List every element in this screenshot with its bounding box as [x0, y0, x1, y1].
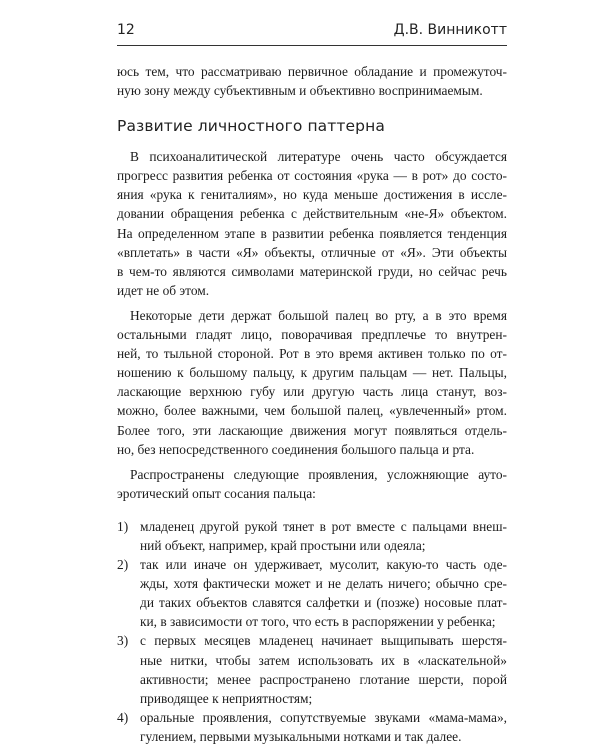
list-marker: 3)	[117, 633, 129, 649]
text-line: Некоторые дети держат большой палец во рту, а в это время	[130, 307, 507, 323]
text-line: ней, то тыльной стороной. Рот в это время активен только по от-	[117, 346, 507, 362]
text-line: активности; менее распространено глотание шерсти, порой	[140, 671, 507, 687]
text-line: Распространены следующие проявления, усложняющие ауто-	[130, 466, 507, 482]
text-line: Более того, эти ласкающие движения могут появляться отдель-	[117, 422, 507, 438]
page-number: 12	[117, 22, 135, 38]
text-line: довании обращения ребенка с действительным «не-Я» объектом.	[117, 206, 507, 222]
text-line: в чем-то являются символами материнской груди, но сейчас речь	[117, 263, 507, 279]
text-line: с первых месяцев младенец начинает выщипывать шерстя-	[140, 633, 507, 649]
text-line: ношению к большому пальцу, к другим пальцам — нет. Пальцы,	[117, 365, 507, 381]
list-marker: 2)	[117, 557, 129, 573]
text-line: так или иначе он удерживает, мусолит, какую-то часть оде-	[140, 557, 507, 573]
text-line: гулением, первыми музыкальными нотками и так далее.	[140, 728, 462, 744]
text-line: ки, в зависимости от того, что есть в распоряжении у ребенка;	[140, 614, 496, 630]
numbered-list	[117, 517, 507, 746]
text-line: прогресс развития ребенка от состояния «рука — в рот» до состо-	[117, 168, 507, 184]
text-line: но, без непосредственного соединения большого пальца и рта.	[117, 441, 475, 457]
text-line: приводящее к неприятностям;	[140, 690, 313, 706]
text-line: ласкающие верхнюю губу или другую часть лица станут, воз-	[117, 384, 507, 400]
text-line: жды, хотя фактически может и не делать ничего; обычно сре-	[140, 576, 507, 592]
text-line: В психоаналитической литературе очень часто обсуждается	[130, 149, 507, 165]
paragraph-3	[117, 465, 507, 503]
text-line: яния «рука к гениталиям», но куда меньше достижения в иссле-	[117, 187, 507, 203]
text-line: остальными гладят лицо, поворачивая предплечье то внутрен-	[117, 327, 507, 343]
text-line: юсь тем, что рассматриваю первичное обладание и промежуточ-	[117, 64, 507, 79]
text-line: эротический опыт сосания пальца:	[117, 485, 316, 501]
text-line: ные нитки, чтобы затем использовать их в «ласкательной»	[140, 652, 507, 668]
list-marker: 1)	[117, 518, 129, 534]
paragraph-2	[117, 306, 507, 459]
text-line: «вплетать» в части «Я» объекты, отличные от «Я». Эти объекты	[117, 244, 507, 260]
list-item	[117, 555, 507, 631]
book-page	[117, 22, 507, 746]
running-header	[117, 22, 507, 46]
list-item	[117, 708, 507, 746]
list-marker: 4)	[117, 709, 129, 725]
text-line: ную зону между субъективным и объективно воспринимаемым.	[117, 83, 483, 99]
running-author: Д.В. Винникотт	[393, 22, 507, 38]
list-item	[117, 517, 507, 555]
text-line: оральные проявления, сопутствуемые звуками «мама-мама»,	[140, 709, 507, 725]
text-line: младенец другой рукой тянет в рот вместе с пальцами внеш-	[140, 518, 507, 534]
text-line: идет не об этом.	[117, 282, 210, 298]
list-item	[117, 631, 507, 707]
text-line: ди таких объектов славятся салфетки и (позже) носовые плат-	[140, 595, 507, 611]
section-heading: Развитие личностного паттерна	[117, 117, 385, 136]
text-line: На определенном этапе в развитии ребенка появляется тенденция	[117, 225, 507, 241]
text-line: ний объект, например, край простыни или одеяла;	[140, 537, 426, 553]
text-line: можно, более важными, чем большой палец, «увлеченный» ртом.	[117, 403, 507, 419]
intro-paragraph	[117, 62, 507, 100]
paragraph-1	[117, 147, 507, 300]
